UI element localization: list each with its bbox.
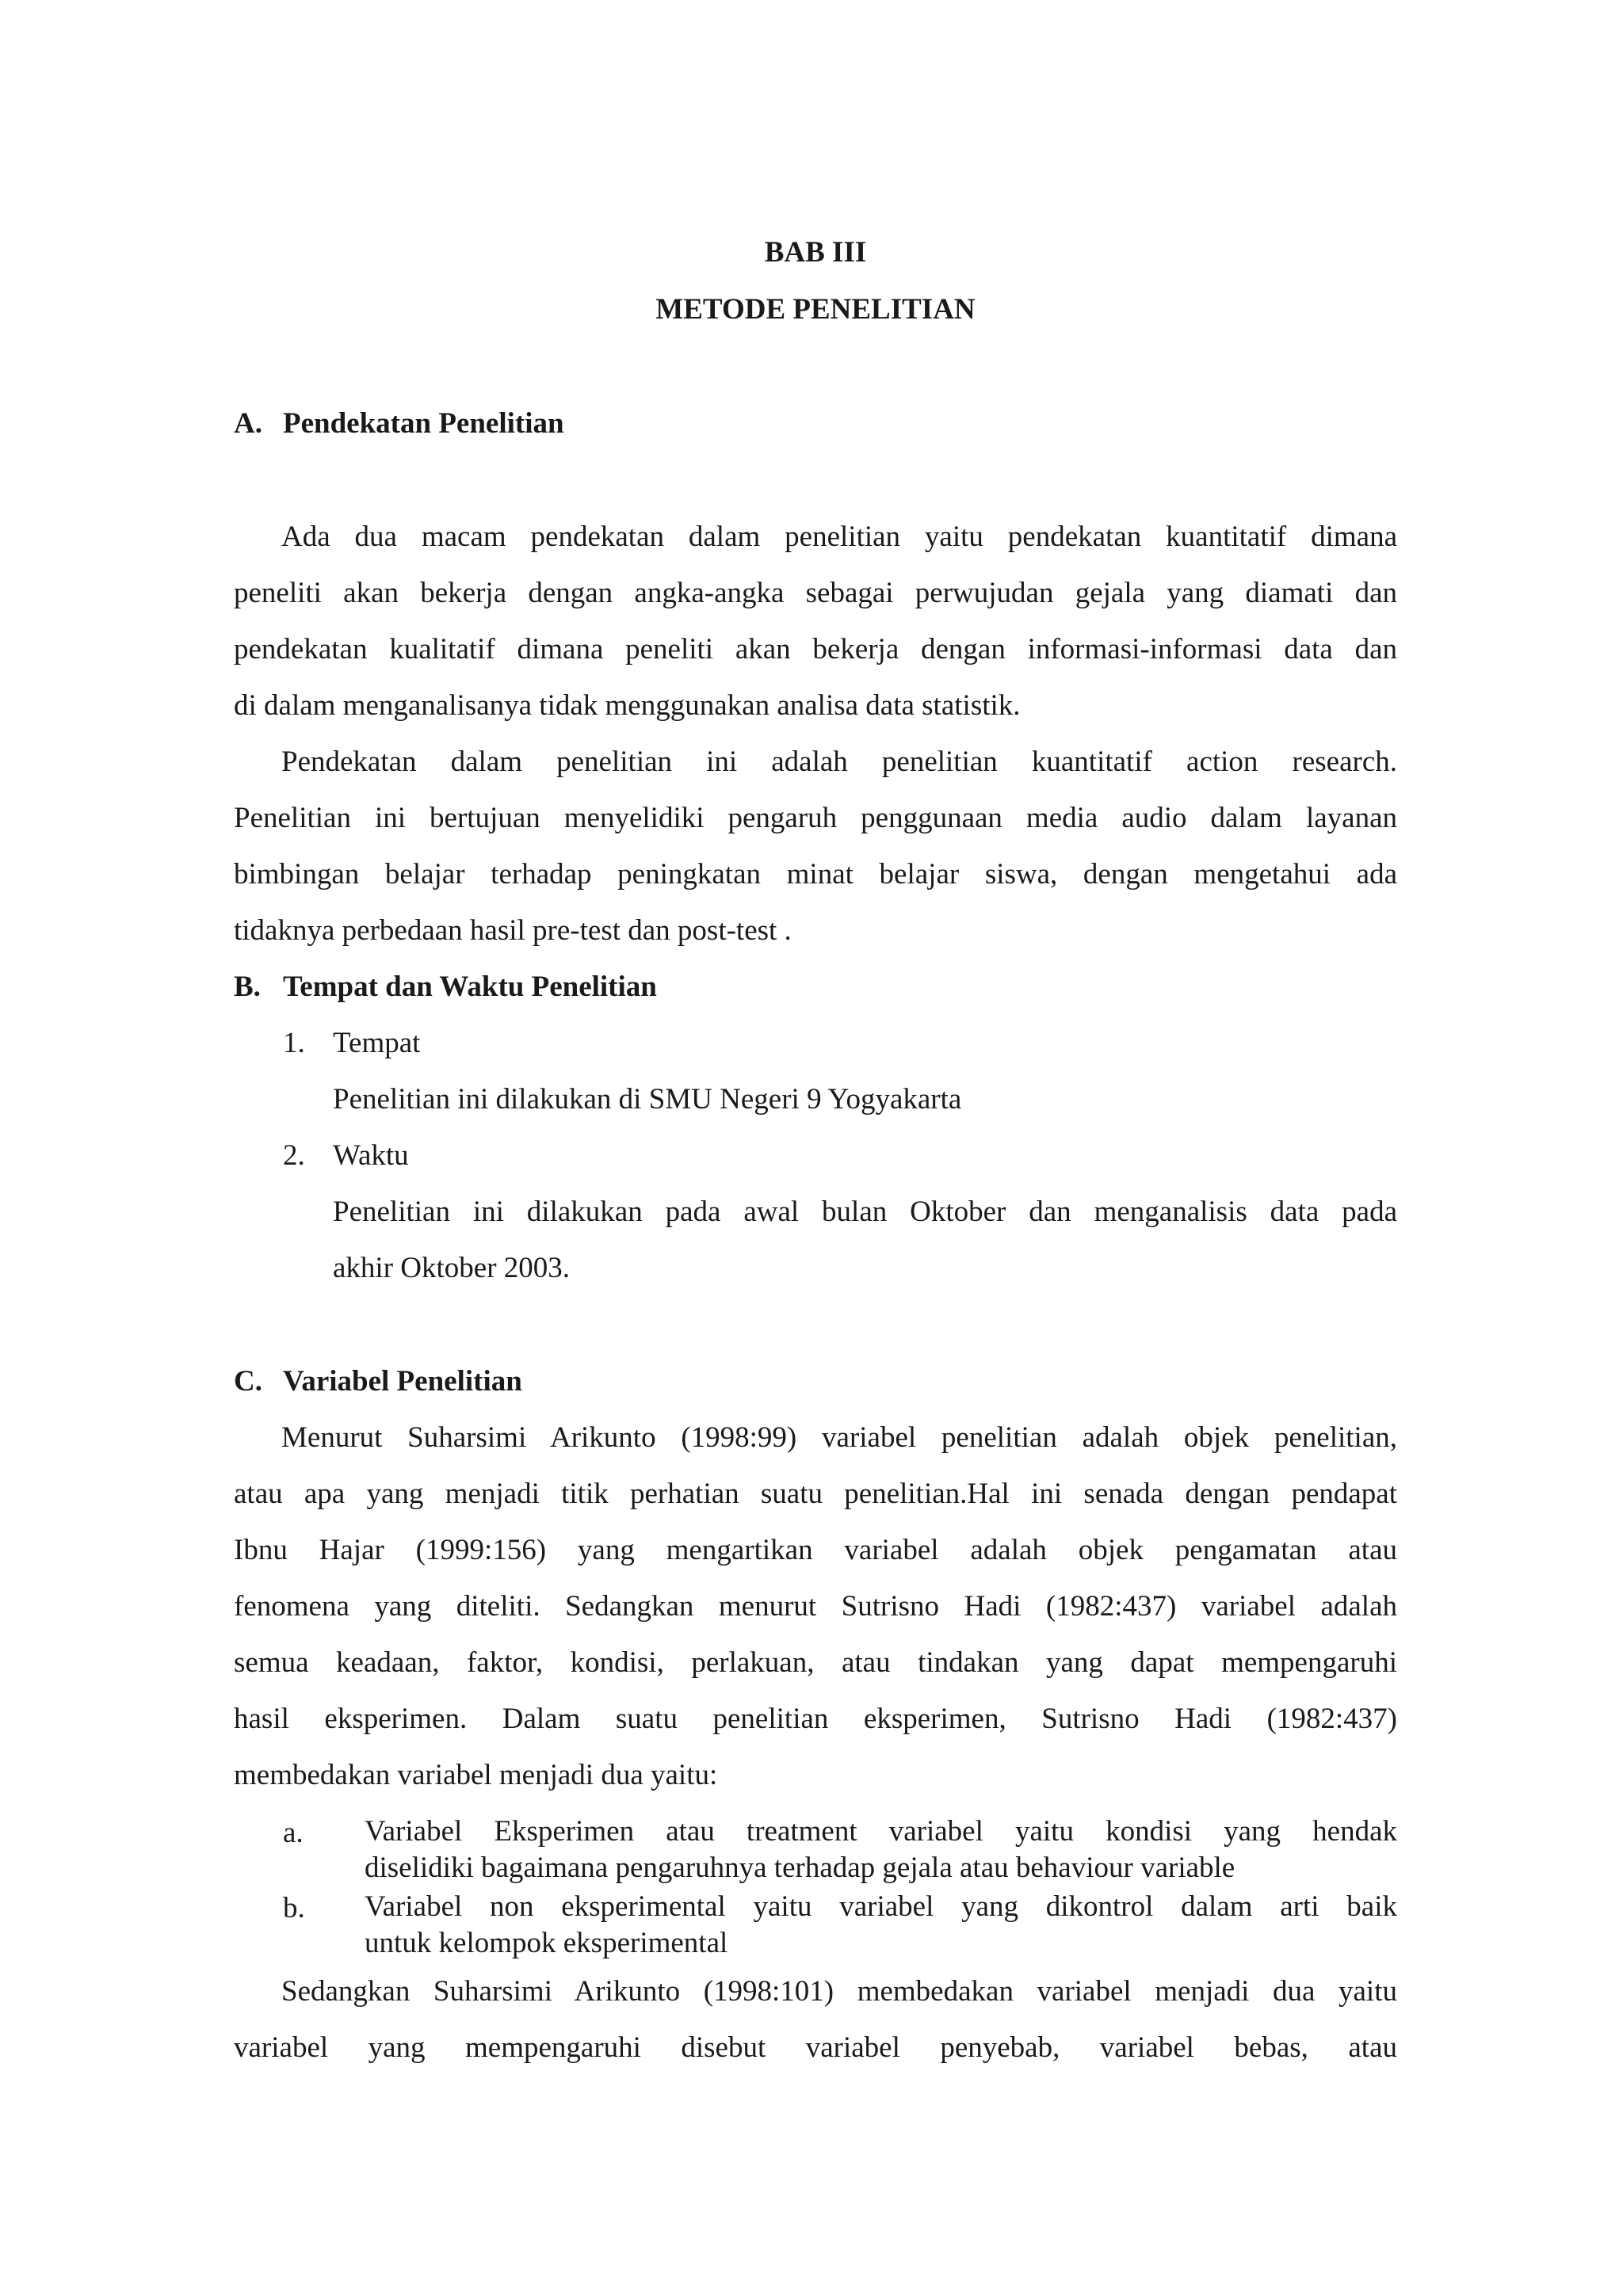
paragraph-line: Pendekatan dalam penelitian ini adalah penelitian kuantitatif action research. xyxy=(281,746,1397,778)
list-number: 1. xyxy=(283,1027,305,1059)
list-item-label: Tempat xyxy=(333,1027,421,1059)
paragraph-line: Ibnu Hajar (1999:156) yang mengartikan variabel adalah objek pengamatan atau xyxy=(234,1534,1397,1566)
paragraph-line: semua keadaan, faktor, kondisi, perlakuan, atau tindakan yang dapat mempengaruhi xyxy=(234,1646,1397,1679)
section-a-heading: Pendekatan Penelitian xyxy=(283,407,564,440)
list-item-label: Waktu xyxy=(333,1139,409,1172)
list-item-text: Variabel non eksperimental yaitu variabel yang dikontrol dalam arti baik xyxy=(365,1890,1397,1923)
list-number: 2. xyxy=(283,1139,305,1172)
section-b-heading: Tempat dan Waktu Penelitian xyxy=(283,971,657,1003)
list-letter: b. xyxy=(283,1892,305,1924)
paragraph-line: variabel yang mempengaruhi disebut variabel penyebab, variabel bebas, atau xyxy=(234,2031,1397,2064)
section-a-letter: A. xyxy=(234,407,262,440)
paragraph-line: pendekatan kualitatif dimana peneliti akan bekerja dengan informasi-informasi data dan xyxy=(234,633,1397,666)
paragraph-line: Ada dua macam pendekatan dalam penelitian yaitu pendekatan kuantitatif dimana xyxy=(281,521,1397,553)
section-c-heading: Variabel Penelitian xyxy=(283,1365,522,1398)
paragraph-line: Sedangkan Suharsimi Arikunto (1998:101) membedakan variabel menjadi dua yaitu xyxy=(281,1975,1397,2008)
section-b-letter: B. xyxy=(234,971,261,1003)
paragraph-line: peneliti akan bekerja dengan angka-angka sebagai perwujudan gejala yang diamati dan xyxy=(234,577,1397,609)
paragraph-line: tidaknya perbedaan hasil pre-test dan post-test . xyxy=(234,914,792,947)
list-letter: a. xyxy=(283,1817,304,1849)
list-item-text: Penelitian ini dilakukan pada awal bulan Oktober dan menganalisis data pada xyxy=(333,1196,1397,1228)
list-item-text: akhir Oktober 2003. xyxy=(333,1252,571,1284)
chapter-title: METODE PENELITIAN xyxy=(655,293,976,326)
paragraph-line: atau apa yang menjadi titik perhatian suatu penelitian.Hal ini senada dengan pendapat xyxy=(234,1478,1397,1510)
chapter-number: BAB III xyxy=(764,236,867,269)
list-item-text: diselidiki bagaimana pengaruhnya terhadap gejala atau behaviour variable xyxy=(365,1852,1235,1884)
paragraph-line: di dalam menganalisanya tidak menggunakan analisa data statistik. xyxy=(234,689,1021,722)
paragraph-line: Penelitian ini bertujuan menyelidiki pengaruh penggunaan media audio dalam layanan xyxy=(234,802,1397,834)
paragraph-line: bimbingan belajar terhadap peningkatan minat belajar siswa, dengan mengetahui ada xyxy=(234,858,1397,891)
paragraph-line: membedakan variabel menjadi dua yaitu: xyxy=(234,1759,718,1791)
list-item-text: Variabel Eksperimen atau treatment variabel yaitu kondisi yang hendak xyxy=(365,1815,1397,1848)
list-item-text: untuk kelompok eksperimental xyxy=(365,1927,728,1959)
paragraph-line: fenomena yang diteliti. Sedangkan menurut Sutrisno Hadi (1982:437) variabel adalah xyxy=(234,1590,1397,1623)
list-item-text: Penelitian ini dilakukan di SMU Negeri 9 Yogyakarta xyxy=(333,1083,962,1116)
paragraph-line: Menurut Suharsimi Arikunto (1998:99) variabel penelitian adalah objek penelitian, xyxy=(281,1421,1397,1454)
paragraph-line: hasil eksperimen. Dalam suatu penelitian eksperimen, Sutrisno Hadi (1982:437) xyxy=(234,1703,1397,1735)
section-c-letter: C. xyxy=(234,1365,262,1398)
